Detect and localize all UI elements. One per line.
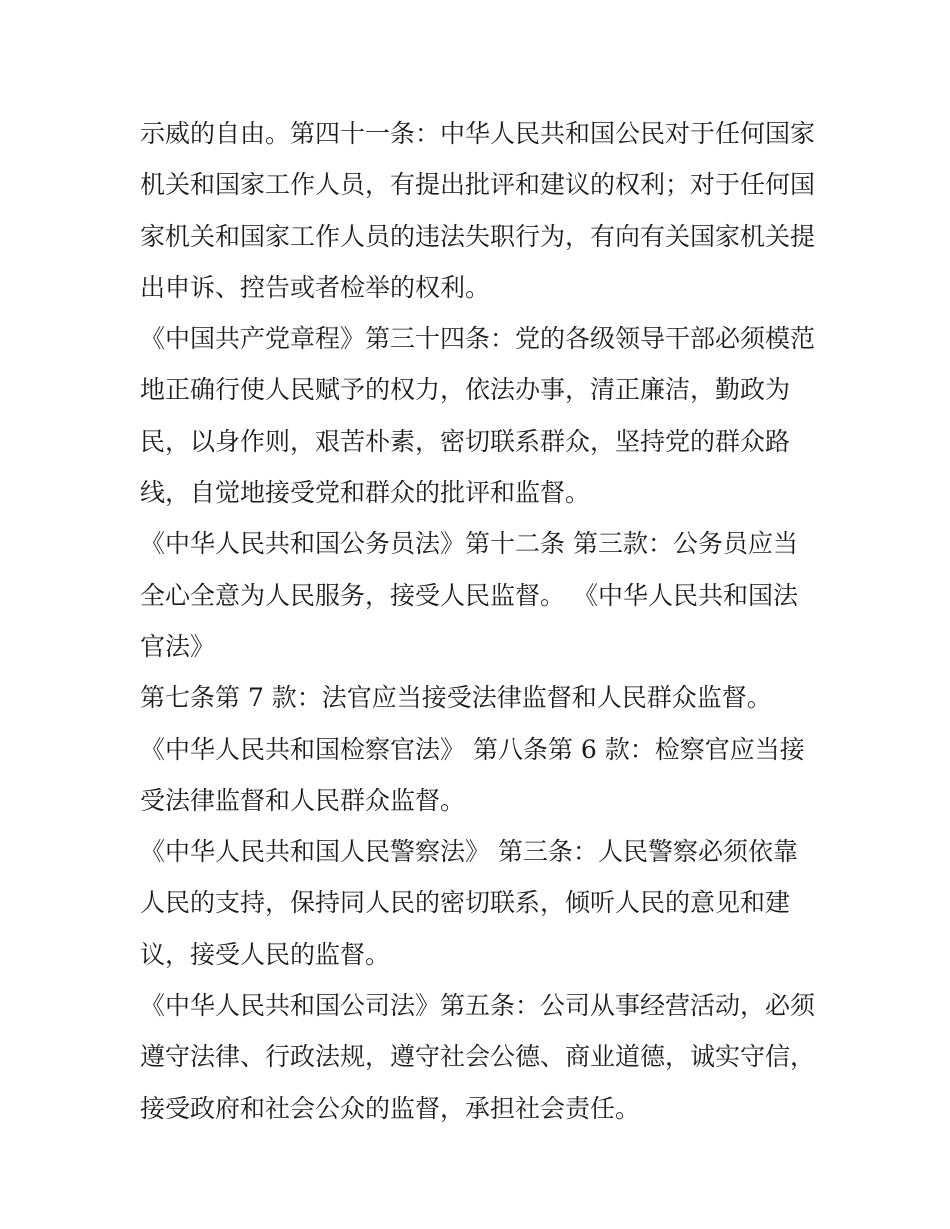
text-line: 《中华人民共和国公务员法》第十二条 第三款：公务员应当: [140, 529, 798, 559]
text-line: 地正确行使人民赋予的权力，依法办事，清正廉洁，勤政为: [140, 375, 791, 405]
text-line: 线，自觉地接受党和群众的批评和监督。: [140, 478, 591, 508]
text-line: 出申诉、控告或者检举的权利。: [140, 272, 491, 302]
text-line: 议，接受人民的监督。: [140, 939, 391, 969]
text-line: 《中华人民共和国检察官法》 第八条第 6 款：检察官应当接: [140, 734, 805, 764]
text-line: 民，以身作则，艰苦朴素，密切联系群众，坚持党的群众路: [140, 426, 791, 456]
text-line: 遵守法律、行政法规，遵守社会公德、商业道德，诚实守信，: [140, 1042, 816, 1072]
text-line: 全心全意为人民服务，接受人民监督。 《中华人民共和国法: [140, 580, 798, 610]
text-line: 《中国共产党章程》第三十四条：党的各级领导干部必须模范: [140, 324, 816, 354]
text-line: 家机关和国家工作人员的违法失职行为，有向有关国家机关提: [140, 221, 816, 251]
text-line: 机关和国家工作人员，有提出批评和建议的权利；对于任何国: [140, 170, 816, 200]
text-line: 《中华人民共和国人民警察法》 第三条：人民警察必须依靠: [140, 837, 798, 867]
text-line: 人民的支持，保持同人民的密切联系，倾听人民的意见和建: [140, 888, 791, 918]
text-line: 第七条第 7 款：法官应当接受法律监督和人民群众监督。: [140, 683, 772, 713]
text-line: 官法》: [140, 631, 216, 661]
text-line: 《中华人民共和国公司法》第五条：公司从事经营活动，必须: [140, 991, 816, 1021]
text-line: 受法律监督和人民群众监督。: [140, 785, 466, 815]
document-body: [140, 108, 820, 1134]
text-line: 接受政府和社会公众的监督，承担社会责任。: [140, 1093, 641, 1123]
text-line: 示威的自由。第四十一条：中华人民共和国公民对于任何国家: [140, 119, 816, 148]
